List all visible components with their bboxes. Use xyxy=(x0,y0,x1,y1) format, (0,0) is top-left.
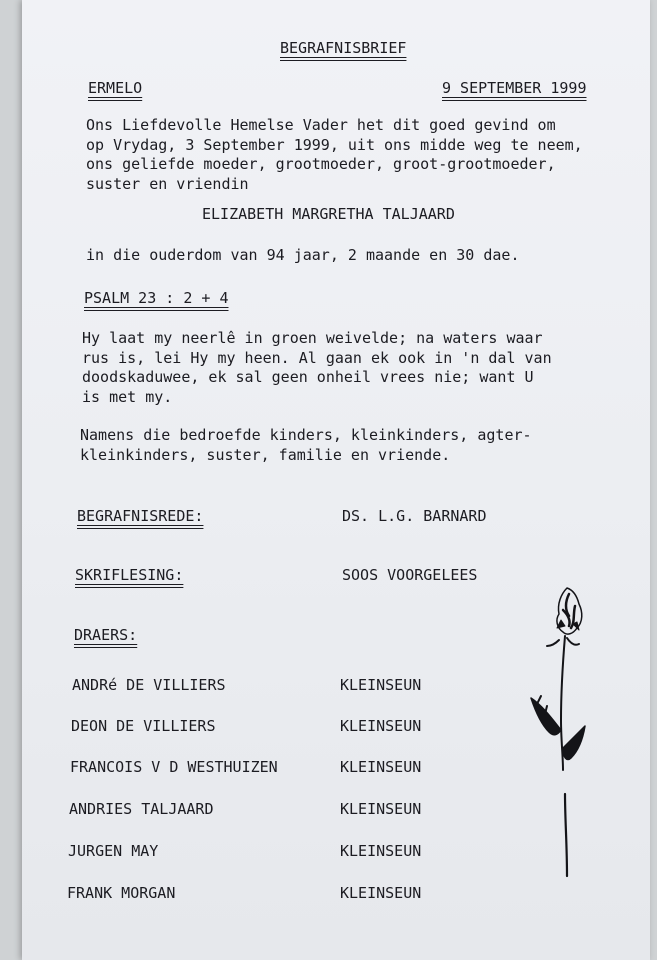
pallbearer-role: KLEINSEUN xyxy=(340,800,422,818)
pallbearer-name: JURGEN MAY xyxy=(68,842,159,860)
pallbearer-name: ANDRIES TALJAARD xyxy=(69,800,214,818)
psalm-line: Hy laat my neerlê in groen weivelde; na waters waar xyxy=(82,329,543,347)
document-title: BEGRAFNISBRIEF xyxy=(280,39,407,57)
service-value: DS. L.G. BARNARD xyxy=(342,507,487,525)
pallbearer-name: DEON DE VILLIERS xyxy=(71,717,216,735)
psalm-line: doodskaduwee, ek sal geen onheil vrees nie; want U xyxy=(82,368,534,386)
family-paragraph xyxy=(80,426,532,465)
pallbearer-role: KLEINSEUN xyxy=(340,842,422,860)
intro-line: ons geliefde moeder, grootmoeder, groot-grootmoeder, xyxy=(86,155,556,173)
pallbearer-role: KLEINSEUN xyxy=(340,676,422,694)
intro-paragraph xyxy=(86,116,583,194)
deceased-name: ELIZABETH MARGRETHA TALJAARD xyxy=(202,205,455,223)
pallbearer-role: KLEINSEUN xyxy=(340,717,422,735)
pallbearers-heading: DRAERS: xyxy=(74,626,138,644)
document-page xyxy=(22,0,650,960)
intro-line: op Vrydag, 3 September 1999, uit ons midde weg te neem, xyxy=(86,135,583,154)
family-line: kleinkinders, suster, familie en vriende. xyxy=(80,445,451,464)
psalm-line: is met my. xyxy=(82,387,173,406)
service-label: SKRIFLESING: xyxy=(75,566,184,584)
psalm-heading: PSALM 23 : 2 + 4 xyxy=(84,289,229,307)
document-date: 9 SEPTEMBER 1999 xyxy=(442,79,587,97)
pallbearer-role: KLEINSEUN xyxy=(340,884,422,902)
pallbearer-role: KLEINSEUN xyxy=(340,758,422,776)
pallbearer-name: FRANCOIS V D WESTHUIZEN xyxy=(70,758,278,776)
psalm-line: rus is, lei Hy my heen. Al gaan ek ook in 'n dal van xyxy=(82,348,552,367)
pallbearer-name: FRANK MORGAN xyxy=(67,884,176,902)
family-line: Namens die bedroefde kinders, kleinkinders, agter- xyxy=(80,426,532,444)
intro-line: suster en vriendin xyxy=(86,174,249,193)
age-line: in die ouderdom van 94 jaar, 2 maande en 30 dae. xyxy=(86,246,520,264)
rose-drawing-icon xyxy=(517,580,607,880)
service-value: SOOS VOORGELEES xyxy=(342,566,478,584)
pallbearer-name: ANDRé DE VILLIERS xyxy=(72,676,226,694)
intro-line: Ons Liefdevolle Hemelse Vader het dit goed gevind om xyxy=(86,116,556,134)
psalm-paragraph xyxy=(82,329,552,407)
place-name: ERMELO xyxy=(88,79,143,97)
service-label: BEGRAFNISREDE: xyxy=(77,507,204,525)
